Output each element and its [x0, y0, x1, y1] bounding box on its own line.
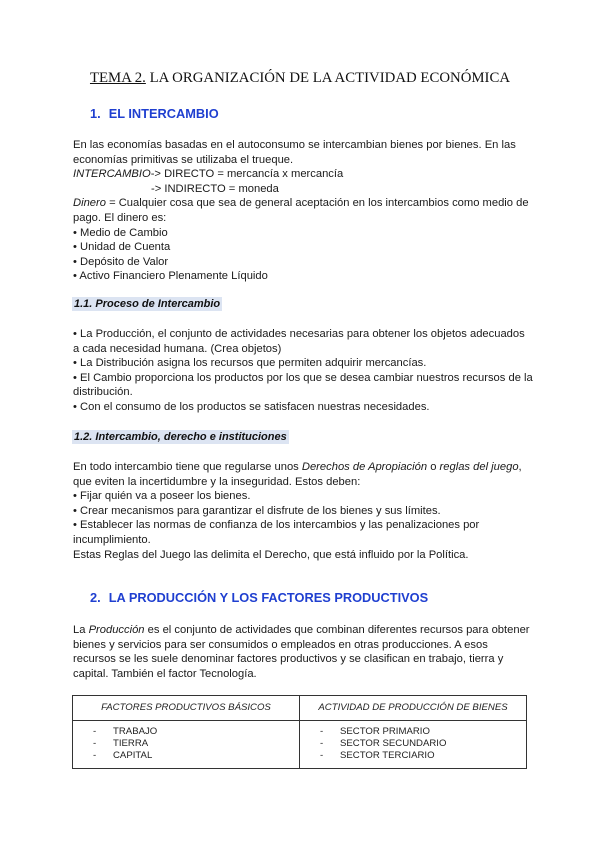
list-item — [320, 750, 526, 762]
list-item: • Unidad de Cuenta — [73, 241, 171, 254]
list-item — [93, 750, 299, 762]
list-item: • Establecer las normas de confianza de los intercambios y las penalizaciones por incumplimiento. — [73, 519, 480, 546]
intro-text-a: En todo intercambio tiene que regularse unos — [73, 461, 302, 473]
intercambio-line-1 — [73, 167, 533, 182]
section-1-2-title: 1.2. Intercambio, derecho e instituciones — [74, 431, 287, 443]
section-2-heading — [90, 591, 428, 606]
list-item: • Medio de Cambio — [73, 226, 168, 239]
list-item: • Crear mecanismos para garantizar el disfrute de los bienes y sus límites. — [73, 504, 441, 517]
list-item: • Activo Financiero Plenamente Líquido — [73, 270, 268, 283]
derechos-term: Derechos de Apropiación — [301, 461, 428, 473]
intercambio-direct: -> DIRECTO = mercancía x mercancía — [150, 168, 344, 181]
list-item: • La Distribución asigna los recursos que permiten adquirir mercancías. — [73, 357, 427, 370]
section-1-body — [73, 138, 533, 284]
list-item — [93, 726, 299, 738]
table-cell-factors — [73, 721, 300, 769]
dash-marker: - — [320, 738, 324, 749]
list-item — [320, 738, 526, 750]
produccion-term: Producción — [88, 624, 145, 636]
dinero-definition — [73, 196, 533, 225]
dash-marker: - — [93, 750, 97, 761]
table-header-activity: ACTIVIDAD DE PRODUCCIÓN DE BIENES — [300, 696, 527, 721]
list-item — [93, 738, 299, 750]
sector-primario: SECTOR PRIMARIO — [340, 726, 430, 737]
section-1-2-intro — [73, 460, 533, 489]
intercambio-term: INTERCAMBIO — [73, 168, 151, 181]
list-item: • La Producción, el conjunto de actividades necesarias para obtener los objetos adecuados a cada necesidad humana. (Crea objetos) — [73, 328, 525, 355]
para-text-a: La — [73, 624, 89, 636]
section-1-2-body — [73, 460, 533, 562]
section-1-title: EL INTERCAMBIO — [108, 106, 219, 121]
dash-marker: - — [320, 726, 324, 737]
section-2-title: LA PRODUCCIÓN Y LOS FACTORES PRODUCTIVOS — [108, 590, 429, 605]
section-2-number: 2. — [90, 590, 101, 605]
section-1-2-heading — [72, 430, 289, 445]
factors-table — [72, 695, 527, 769]
section-2-paragraph — [73, 623, 533, 681]
table-cell-activity — [300, 721, 527, 769]
factor-trabajo: TRABAJO — [113, 726, 158, 737]
list-item: • Depósito de Valor — [73, 255, 169, 268]
intercambio-indirect: -> INDIRECTO = moneda — [151, 182, 279, 195]
dinero-text: = Cualquier cosa que sea de general aceptación en los intercambios como medio de pago. El dinero es: — [73, 197, 529, 224]
section-1-1-heading — [72, 297, 222, 312]
section-2-body — [73, 623, 533, 681]
section-1-number: 1. — [90, 106, 101, 121]
section-1-2-closing: Estas Reglas del Juego las delimita el Derecho, que está influido por la Política. — [73, 548, 469, 561]
dash-marker: - — [93, 726, 97, 737]
list-item: • El Cambio proporciona los productos por los que se desea cambiar nuestros recursos de la distribución. — [73, 371, 533, 399]
para-text-c: es el conjunto de actividades que combinan diferentes recursos para obtener bienes y servicios para ser consumidos o empleados en otras producciones. A esos recursos se les suele denominar factores productivos y se clasifican en trabajo, tierra y capital. También el factor Tecnología. — [73, 624, 530, 680]
list-item — [320, 726, 526, 738]
dash-marker: - — [93, 738, 97, 749]
title-prefix: TEMA 2. — [89, 70, 146, 86]
title-text: LA ORGANIZACIÓN DE LA ACTIVIDAD ECONÓMICA — [145, 70, 511, 86]
list-item: • Fijar quién va a poseer los bienes. — [73, 490, 251, 503]
table-header-factors: FACTORES PRODUCTIVOS BÁSICOS — [73, 696, 300, 721]
reglas-term: reglas del juego — [439, 461, 519, 473]
intro-text-e: , que eviten la incertidumbre y la inseguridad. Estos deben: — [73, 461, 522, 488]
dinero-term: Dinero — [73, 197, 106, 210]
section-1-intro: En las economías basadas en el autoconsumo se intercambian bienes por bienes. En las economías primitivas se utilizaba el trueque. — [73, 139, 516, 166]
list-item: • Con el consumo de los productos se satisfacen nuestras necesidades. — [73, 400, 430, 413]
section-1-heading — [90, 107, 219, 122]
sector-secundario: SECTOR SECUNDARIO — [340, 738, 447, 749]
sector-terciario: SECTOR TERCIARIO — [340, 750, 435, 761]
table-row — [73, 721, 527, 769]
dash-marker: - — [320, 750, 324, 761]
factor-tierra: TIERRA — [113, 738, 149, 749]
intro-text-c: o — [427, 461, 440, 473]
factor-capital: CAPITAL — [113, 750, 153, 761]
section-1-1-title: 1.1. Proceso de Intercambio — [74, 298, 221, 310]
document-title — [0, 71, 600, 86]
section-1-1-body — [73, 327, 533, 415]
table-header-row — [73, 696, 527, 721]
